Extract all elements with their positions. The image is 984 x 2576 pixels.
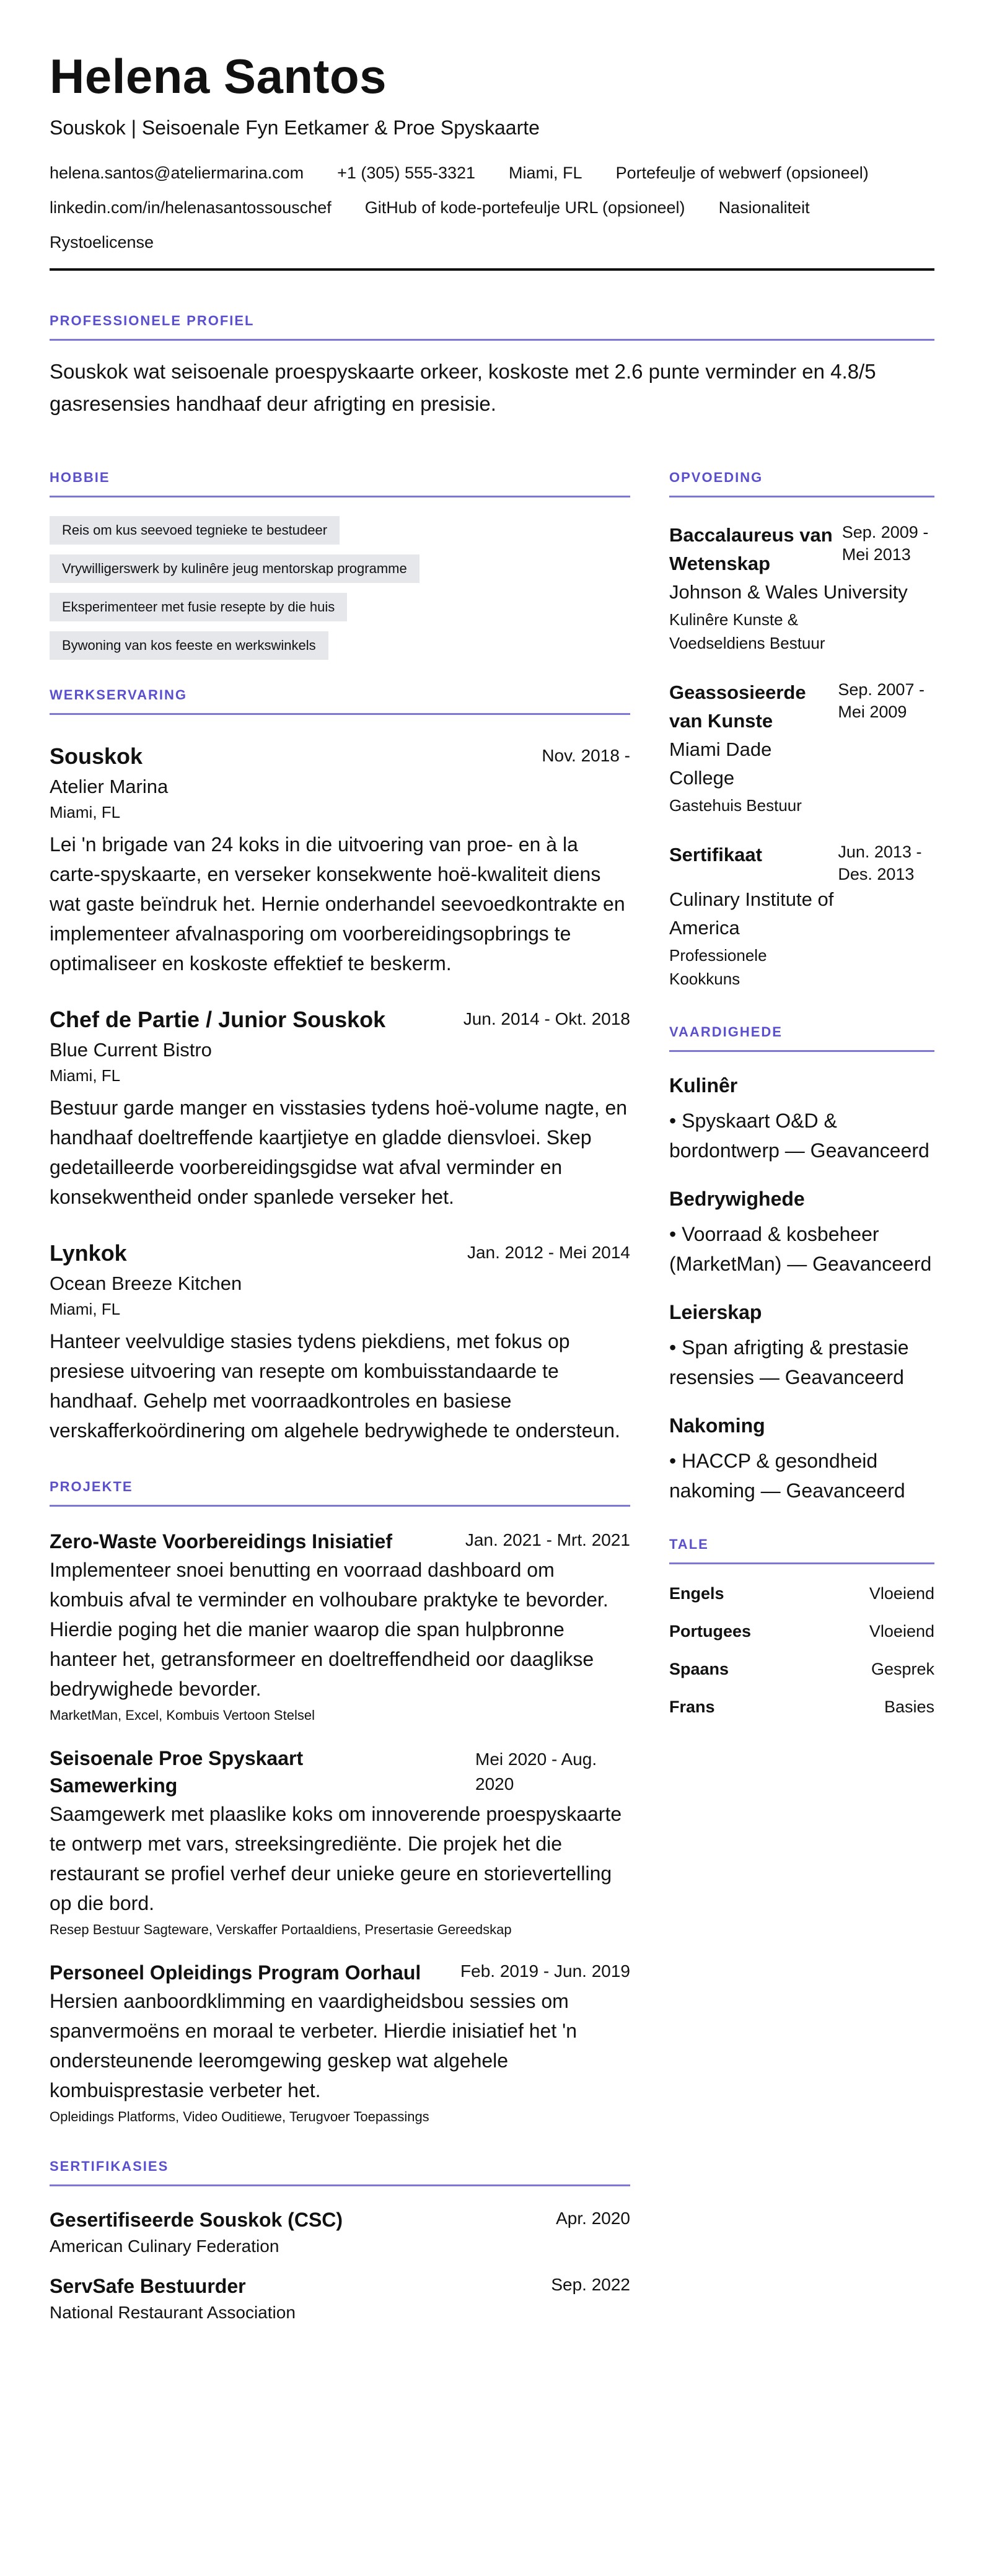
section-divider — [50, 339, 934, 341]
project-tools: MarketMan, Excel, Kombuis Vertoon Stelsel — [50, 1707, 315, 1723]
job-date: Jan. 2012 - Mei 2014 — [467, 1243, 630, 1262]
language-row — [669, 1622, 934, 1641]
education-date: Sep. 2009 - Mei 2013 — [841, 523, 929, 564]
language-name: Engels — [669, 1584, 724, 1603]
language-row — [669, 1584, 934, 1603]
contact-linkedin[interactable]: linkedin.com/in/helenasantossouschef — [50, 198, 332, 217]
profile-section — [50, 313, 934, 420]
language-name: Spaans — [669, 1660, 729, 1678]
certification-date: Apr. 2020 — [556, 2209, 630, 2228]
project-entry — [50, 1528, 630, 1724]
job-company: Atelier Marina — [50, 776, 169, 797]
education-school: Culinary Institute of America — [669, 888, 834, 939]
education-detail: Professionele Kookkuns — [669, 946, 767, 988]
education-detail: Kulinêre Kunste & Voedseldiens Bestuur — [669, 610, 825, 652]
skill-item: • HACCP & gesondheid nakoming — Geavanceerd — [669, 1450, 905, 1502]
section-divider — [669, 1562, 934, 1564]
contact-github[interactable]: GitHub of kode-portefeulje URL (opsioneel) — [364, 198, 685, 217]
experience-heading: WERKSERVARING — [50, 687, 187, 703]
hobbies-heading: HOBBIE — [50, 470, 110, 485]
project-tools: Resep Bestuur Sagteware, Verskaffer Portaaldiens, Presertasie Gereedskap — [50, 1922, 512, 1937]
certifications-heading: SERTIFIKASIES — [50, 2158, 169, 2174]
job-company: Blue Current Bistro — [50, 1039, 212, 1061]
experience-section — [50, 687, 630, 1445]
project-entry — [50, 1959, 630, 2125]
contact-list — [50, 156, 936, 260]
job-title: Lynkok — [50, 1240, 127, 1266]
job-location: Miami, FL — [50, 1300, 121, 1318]
skill-item: • Voorraad & kosbeheer (MarketMan) — Geavanceerd — [669, 1223, 932, 1275]
skills-heading: VAARDIGHEDE — [669, 1024, 783, 1040]
job-description: Lei 'n brigade van 24 koks in die uitvoering van proe- en à la carte-spyskaarte, en verseker konsekwente hoë-kwaliteit diens wat gaste beïndruk het. Hernie onderhandel seevoedkontrakte en implementeer afvalnasporing om voorbereidingsopbrings te optimaliseer en koskoste effektief te beskerm. — [50, 833, 625, 975]
skill-category: Bedrywighede — [669, 1188, 805, 1210]
languages-section — [669, 1536, 934, 1717]
main-column — [50, 470, 630, 2323]
project-description: Saamgewerk met plaaslike koks om innoverende proespyskaarte te ontwerp met vars, streeksingrediënte. Die projek het die restaurant se profiel verhef deur unieke geure en storievertelling op die bord. — [50, 1803, 622, 1914]
job-title: Souskok — [50, 743, 143, 769]
job-title: Chef de Partie / Junior Souskok — [50, 1007, 386, 1032]
certifications-section — [50, 2158, 630, 2323]
project-date: Mei 2020 - Aug. 2020 — [475, 1750, 597, 1794]
language-row — [669, 1660, 934, 1679]
certification-org: American Culinary Federation — [50, 2236, 279, 2256]
certification-title: Gesertifiseerde Souskok (CSC) — [50, 2209, 343, 2231]
job-description: Bestuur garde manger en visstasies tydens hoë-volume nagte, en handhaaf doeltreffende kaartjietye en gladde diensvloei. Skep gedetailleerde voorbereidingsgidse wat afval verminder en konsekwentheid onder spanlede verseker het. — [50, 1097, 628, 1208]
education-date: Sep. 2007 - Mei 2009 — [838, 680, 925, 721]
project-title: Zero-Waste Voorbereidings Inisiatief — [50, 1530, 392, 1553]
certification-entry — [50, 2275, 630, 2323]
contact-portfolio[interactable]: Portefeulje of webwerf (opsioneel) — [615, 164, 869, 182]
education-entry — [669, 678, 934, 817]
contact-email[interactable]: helena.santos@ateliermarina.com — [50, 164, 304, 182]
education-degree: Sertifikaat — [669, 844, 762, 865]
section-divider — [50, 496, 630, 497]
education-entry — [669, 841, 934, 991]
skill-item: • Span afrigting & prestasie resensies — Geavanceerd — [669, 1336, 909, 1388]
project-tools: Opleidings Platforms, Video Ouditiewe, Terugvoer Toepassings — [50, 2109, 429, 2124]
contact-location: Miami, FL — [509, 164, 582, 182]
education-degree: Geassosieerde van Kunste — [669, 681, 806, 732]
job-description: Hanteer veelvuldige stasies tydens piekdiens, met fokus op presiese uitvoering van resepte om kombuisstandaarde te handhaaf. Gehelp met voorraadkontroles en basiese verskafferkoördinering om algehele bedrywighede te ondersteun. — [50, 1330, 620, 1442]
projects-section — [50, 1479, 630, 2125]
job-entry — [50, 1240, 630, 1445]
hobby-chip: Reis om kus seevoed tegnieke te bestudeer — [50, 516, 340, 545]
education-school: Miami Dade College — [669, 738, 772, 789]
section-divider — [50, 713, 630, 715]
projects-heading: PROJEKTE — [50, 1479, 133, 1494]
section-divider — [50, 2184, 630, 2186]
languages-heading: TALE — [669, 1536, 709, 1552]
profile-heading: PROFESSIONELE PROFIEL — [50, 313, 255, 328]
hobby-chip: Eksperimenteer met fusie resepte by die huis — [50, 593, 347, 621]
skill-category: Leierskap — [669, 1301, 762, 1323]
skill-item: • Spyskaart O&D & bordontwerp — Geavanceerd — [669, 1110, 929, 1162]
project-title: Seisoenale Proe Spyskaart Samewerking — [50, 1747, 304, 1797]
education-entry — [669, 521, 934, 655]
job-company: Ocean Breeze Kitchen — [50, 1273, 242, 1294]
job-date: Nov. 2018 - — [542, 746, 630, 765]
language-level: Basies — [884, 1698, 934, 1716]
skill-category: Nakoming — [669, 1414, 765, 1437]
project-description: Hersien aanboordklimming en vaardigheidsbou sessies om spanvermoëns en moraal te verbeter. Hierdie inisiatief het 'n ondersteunende leeromgewing geskep wat algehele kombuisprestasie verbeter het. — [50, 1990, 577, 2101]
skills-section — [669, 1024, 934, 1505]
language-level: Vloeiend — [869, 1622, 934, 1641]
education-school: Johnson & Wales University — [669, 581, 908, 603]
section-divider — [669, 496, 934, 497]
hobbies-section — [50, 470, 630, 660]
language-level: Gesprek — [871, 1660, 934, 1678]
education-detail: Gastehuis Bestuur — [669, 796, 802, 815]
contact-license: Rystoelicense — [50, 233, 154, 252]
certification-title: ServSafe Bestuurder — [50, 2275, 246, 2297]
project-title: Personeel Opleidings Program Oorhaul — [50, 1961, 421, 1984]
education-section — [669, 470, 934, 991]
contact-nationality: Nasionaliteit — [718, 198, 810, 217]
education-heading: OPVOEDING — [669, 470, 763, 485]
project-date: Jan. 2021 - Mrt. 2021 — [465, 1530, 630, 1549]
section-divider — [50, 1505, 630, 1507]
language-name: Portugees — [669, 1622, 752, 1641]
education-date: Jun. 2013 - Des. 2013 — [838, 843, 922, 883]
certification-date: Sep. 2022 — [551, 2275, 630, 2294]
project-description: Implementeer snoei benutting en voorraad dashboard om kombuis afval te verminder en volhoubare praktyke te bevorder. Hierdie poging het die manier waarop die span hulpbronne hanteer het, getransformeer en doeltreffendheid oor daaglikse bedrywighede bevorder. — [50, 1559, 608, 1700]
job-date: Jun. 2014 - Okt. 2018 — [463, 1009, 630, 1028]
language-row — [669, 1698, 934, 1717]
certification-org: National Restaurant Association — [50, 2303, 296, 2322]
contact-phone[interactable]: +1 (305) 555-3321 — [337, 164, 476, 182]
project-date: Feb. 2019 - Jun. 2019 — [460, 1961, 630, 1981]
job-location: Miami, FL — [50, 1066, 121, 1085]
job-location: Miami, FL — [50, 803, 121, 821]
hobby-chip-list — [50, 516, 630, 660]
section-divider — [669, 1050, 934, 1052]
hobby-chip: Bywoning van kos feeste en werkswinkels — [50, 631, 328, 660]
hobby-chip: Vrywilligerswerk by kulinêre jeug mentorskap programme — [50, 554, 420, 583]
header-divider — [50, 268, 934, 271]
job-entry — [50, 1007, 630, 1212]
profile-summary: Souskok wat seisoenale proespyskaarte orkeer, koskoste met 2.6 punte verminder en 4.8/5 gasresensies handhaaf deur afrigting en presisie. — [50, 360, 876, 415]
certification-entry — [50, 2209, 630, 2256]
skill-category: Kulinêr — [669, 1074, 738, 1097]
candidate-headline: Souskok | Seisoenale Fyn Eetkamer & Proe Spyskaarte — [50, 116, 540, 139]
side-column — [669, 470, 934, 1717]
language-name: Frans — [669, 1698, 715, 1716]
project-entry — [50, 1745, 630, 1938]
candidate-name: Helena Santos — [50, 49, 387, 103]
job-entry — [50, 743, 630, 978]
education-degree: Baccalaureus van Wetenskap — [669, 524, 833, 574]
language-level: Vloeiend — [869, 1584, 934, 1603]
